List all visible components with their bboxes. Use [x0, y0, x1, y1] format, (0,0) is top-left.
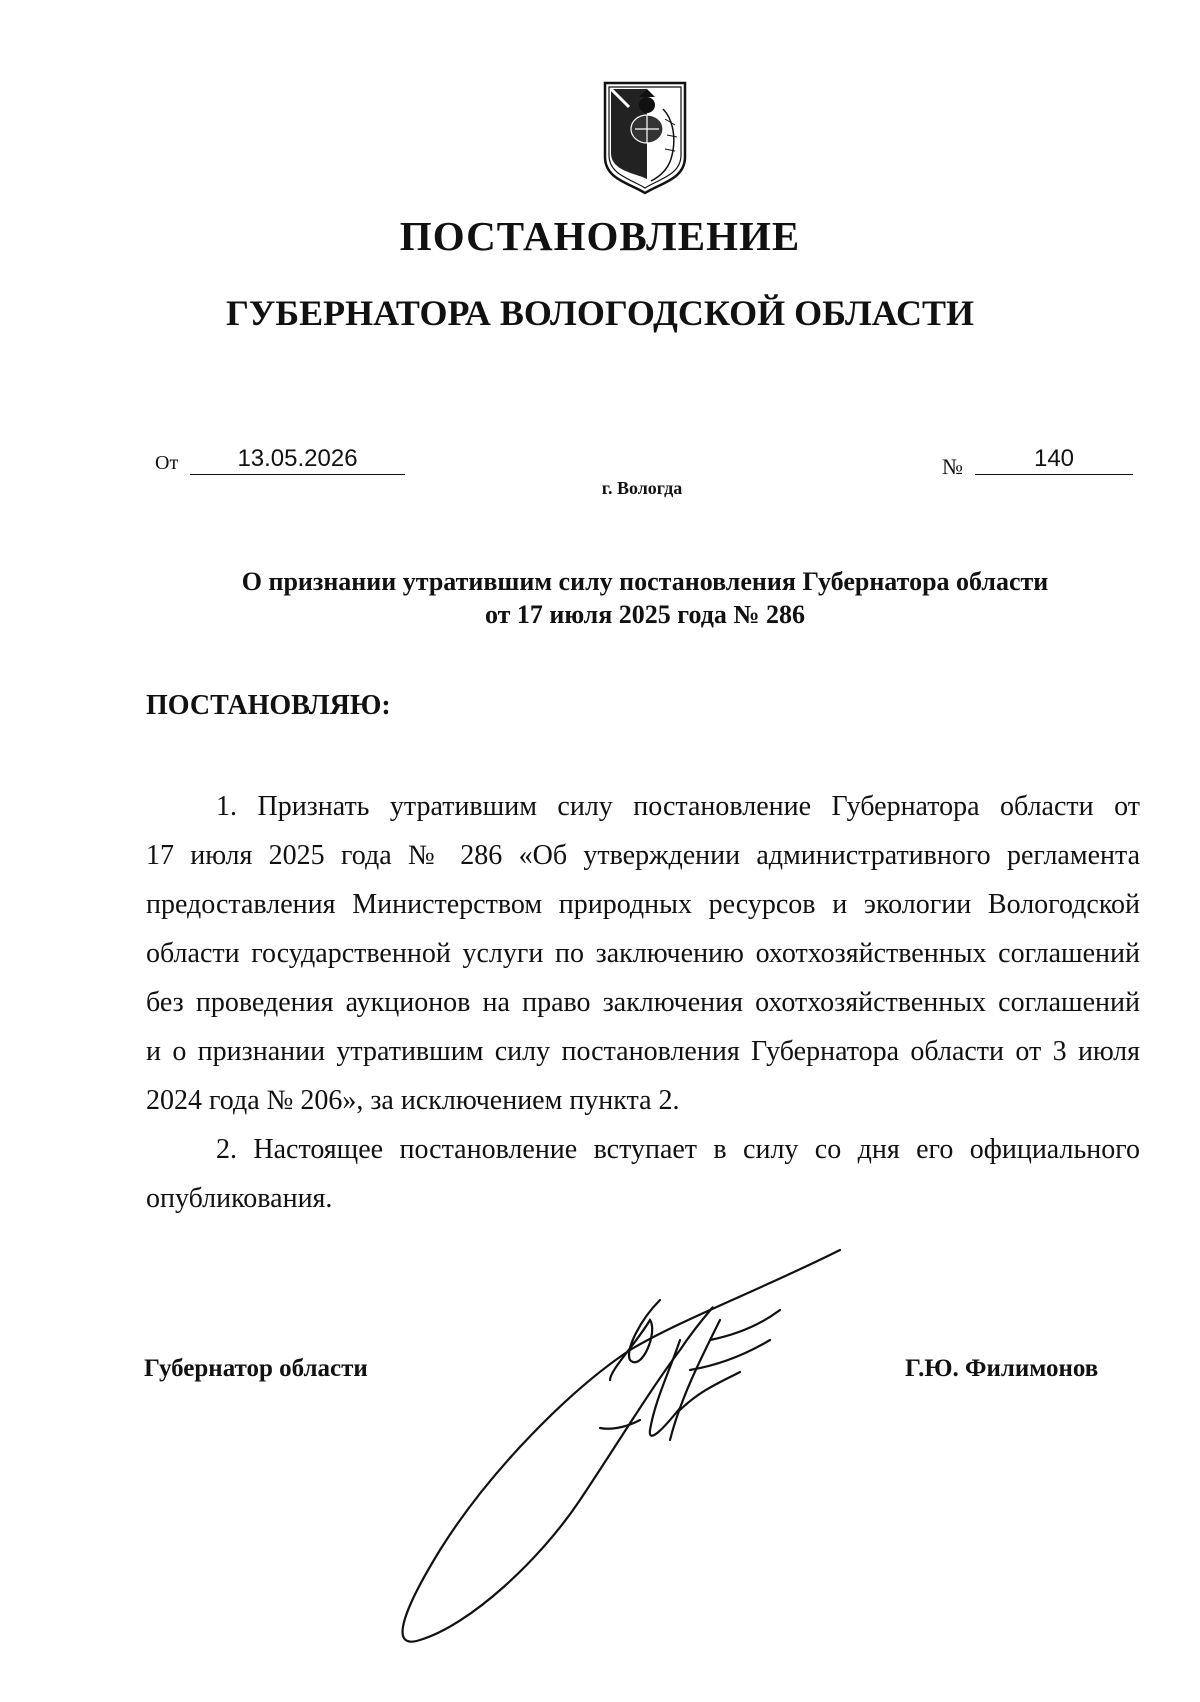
paragraph-line: 2. Настоящее постановление вступает в силу со дня его официального [216, 1134, 1140, 1165]
page-subtitle: ГУБЕРНАТОРА ВОЛОГОДСКОЙ ОБЛАСТИ [225, 293, 975, 333]
paragraph-line: 17 июля 2025 года № 286 «Об утверждении административного регламента [146, 840, 1140, 871]
paragraph-line: опубликования. [146, 1183, 333, 1214]
document-title-line: от 17 июля 2025 года № 286 [485, 600, 805, 629]
paragraph-line: 1. Признать утратившим силу постановление Губернатора области от [216, 791, 1140, 822]
signature-icon [380, 1240, 920, 1660]
signer-name: Г.Ю. Филимонов [905, 1355, 1099, 1382]
number-label: № [942, 454, 963, 479]
paragraph-line: без проведения аукционов на право заключения охотхозяйственных соглашений [146, 987, 1140, 1018]
date-label: От [155, 452, 179, 474]
document-title [150, 565, 1140, 631]
date-field: 13.05.2026 [190, 444, 405, 475]
paragraph-line: и о признании утратившим силу постановления Губернатора области от 3 июля [146, 1036, 1140, 1067]
coat-of-arms-icon [601, 79, 689, 197]
signer-position: Губернатор области [144, 1355, 368, 1382]
paragraph-line: предоставления Министерством природных ресурсов и экологии Вологодской [146, 889, 1140, 920]
paragraph-line: области государственной услуги по заключению охотхозяйственных соглашений [146, 938, 1140, 969]
page-title: ПОСТАНОВЛЕНИЕ [399, 213, 801, 259]
document-body [146, 782, 1140, 1223]
paragraph-line: 2024 года № 206», за исключением пункта 2. [146, 1085, 680, 1116]
number-field: 140 [975, 444, 1133, 475]
city-label: г. Вологда [601, 478, 683, 498]
decree-heading: ПОСТАНОВЛЯЮ: [146, 690, 391, 721]
document-title-line: О признании утратившим силу постановления Губернатора области [241, 567, 1049, 596]
